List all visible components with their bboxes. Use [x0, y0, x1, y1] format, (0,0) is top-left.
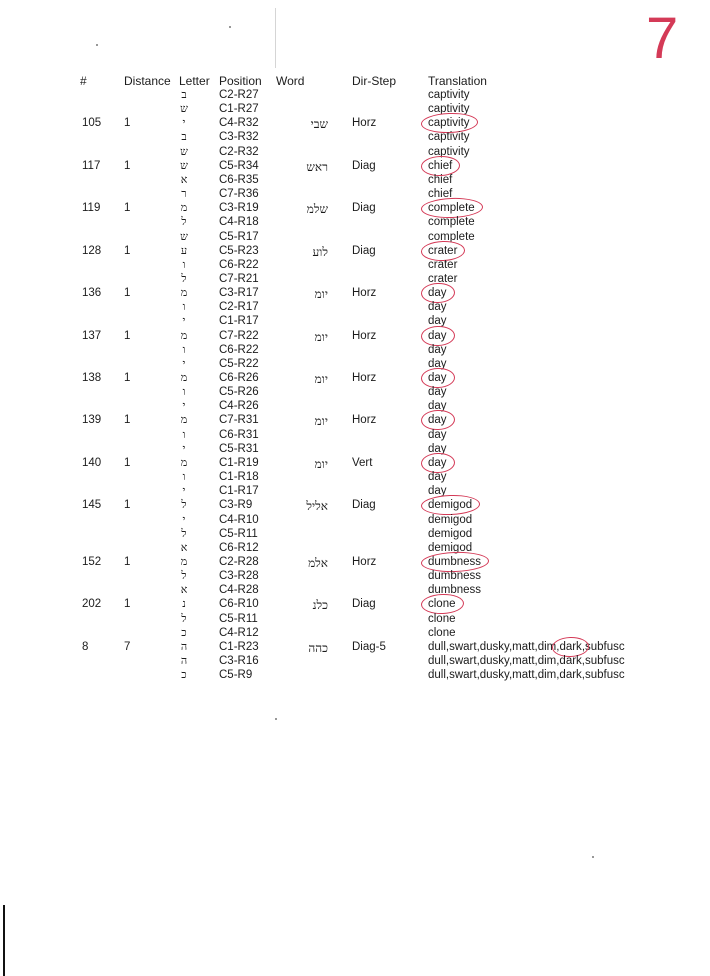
row-position: C6-R31 [219, 428, 259, 441]
table-row [0, 612, 710, 626]
row-letter: א [180, 172, 188, 186]
row-position: C5-R22 [219, 357, 259, 370]
table-row [0, 215, 710, 229]
row-position: C5-R26 [219, 386, 259, 399]
row-translation [428, 498, 472, 512]
header-num: # [80, 74, 87, 88]
header-distance: Distance [124, 74, 171, 88]
row-translation: demigod [428, 513, 473, 526]
row-distance: 1 [124, 159, 131, 172]
row-position: C6-R22 [219, 343, 259, 356]
row-letter: ש [180, 229, 188, 243]
circled-word: dumbness [428, 555, 482, 568]
row-number: 105 [82, 117, 102, 130]
row-letter: ר [181, 187, 187, 201]
row-position: C6-R22 [219, 258, 259, 271]
table-row [0, 201, 710, 215]
table-row [0, 102, 710, 116]
row-letter: ב [181, 130, 187, 144]
row-dir-step: Horz [352, 117, 377, 130]
circled-word: day [428, 414, 447, 427]
table-row [0, 456, 710, 470]
scan-artifact [592, 856, 594, 858]
row-number: 119 [82, 202, 101, 215]
row-position: C1-R19 [219, 456, 259, 469]
row-word: כלנ [312, 598, 328, 613]
table-row [0, 343, 710, 357]
row-position: C5-R11 [219, 612, 258, 625]
table-row [0, 300, 710, 314]
row-translation [428, 597, 456, 611]
header-translation: Translation [428, 74, 487, 88]
row-dir-step: Diag-5 [352, 640, 386, 653]
row-letter: ל [181, 569, 187, 583]
row-translation: crater [428, 258, 458, 271]
header-word: Word [276, 74, 305, 88]
row-translation: captivity [428, 103, 470, 116]
row-letter: כ [181, 668, 187, 682]
row-position: C1-R23 [219, 640, 259, 653]
table-row [0, 654, 710, 668]
row-translation: day [428, 485, 447, 498]
row-word: שבי [310, 117, 328, 132]
row-position: C3-R9 [219, 499, 253, 512]
row-letter: א [180, 583, 188, 597]
row-translation: clone [428, 626, 456, 639]
row-number: 128 [82, 244, 102, 257]
scan-artifact [275, 718, 277, 720]
row-position: C4-R18 [219, 216, 259, 229]
table-row [0, 470, 710, 484]
table-row [0, 597, 710, 611]
table-row [0, 484, 710, 498]
row-position: C7-R21 [219, 272, 259, 285]
row-translation: dull,swart,dusky,matt,dim,dark,subfusc [428, 669, 625, 682]
row-translation: day [428, 301, 447, 314]
row-letter: ל [181, 498, 187, 512]
table-row [0, 583, 710, 597]
row-dir-step: Horz [352, 555, 377, 568]
row-letter: מ [180, 554, 188, 568]
row-distance: 1 [124, 287, 131, 300]
row-translation [428, 456, 447, 470]
table-row [0, 385, 710, 399]
row-letter: ל [181, 215, 187, 229]
row-position: C4-R28 [219, 584, 259, 597]
row-letter: י [182, 314, 186, 328]
row-number: 139 [82, 414, 102, 427]
row-translation [428, 413, 447, 427]
row-letter: מ [180, 413, 188, 427]
row-letter: ו [182, 300, 186, 314]
row-letter: ו [182, 257, 186, 271]
row-translation: dull,swart,dusky,matt,dim,dark,subfusc [428, 640, 625, 653]
row-letter: מ [180, 286, 188, 300]
row-distance: 1 [124, 598, 131, 611]
circled-word: clone [428, 598, 456, 611]
row-position: C6-R10 [219, 598, 259, 611]
table-row [0, 130, 710, 144]
row-dir-step: Diag [352, 244, 376, 257]
row-word: ראש [306, 159, 328, 174]
scan-artifact [3, 905, 5, 976]
row-letter: מ [180, 201, 188, 215]
row-translation: day [428, 400, 447, 413]
table-row [0, 272, 710, 286]
table-row [0, 314, 710, 328]
row-letter: ו [182, 342, 186, 356]
row-distance: 1 [124, 329, 131, 342]
row-letter: י [182, 116, 186, 130]
row-letter: נ [182, 597, 186, 611]
table-row [0, 357, 710, 371]
row-distance: 7 [124, 640, 131, 653]
row-translation: day [428, 386, 447, 399]
row-letter: מ [180, 328, 188, 342]
row-word: לוע [312, 244, 328, 259]
table-row [0, 173, 710, 187]
row-distance: 1 [124, 555, 131, 568]
header-letter: Letter [179, 74, 210, 88]
row-position: C6-R35 [219, 173, 259, 186]
row-number: 138 [82, 372, 102, 384]
row-letter: ו [182, 470, 186, 484]
row-position: C5-R34 [219, 159, 259, 172]
row-translation: dull,swart,dusky,matt,dim,dark,subfusc [428, 655, 625, 667]
table-row [0, 399, 710, 413]
table-row [0, 513, 710, 527]
row-translation: dumbness [428, 570, 482, 583]
row-number: 145 [82, 499, 102, 512]
row-position: C1-R17 [219, 315, 259, 328]
table-row [0, 442, 710, 456]
table-row [0, 116, 710, 130]
row-letter: ה [180, 654, 188, 667]
row-translation: dumbness [428, 584, 482, 597]
row-translation: clone [428, 612, 456, 625]
row-word: אלמ [308, 555, 328, 570]
circled-word: day [428, 372, 447, 384]
row-letter: ש [180, 102, 188, 116]
row-dir-step: Horz [352, 287, 377, 300]
row-translation: chief [428, 188, 453, 201]
table-row [0, 145, 710, 159]
row-position: C4-R12 [219, 626, 259, 639]
row-translation: day [428, 428, 447, 441]
row-position: C2-R27 [219, 89, 259, 101]
table-row [0, 244, 710, 258]
header-dir-step: Dir-Step [352, 74, 397, 88]
scan-artifact [96, 44, 98, 46]
table-row [0, 527, 710, 541]
row-letter: מ [180, 455, 188, 469]
row-letter: ל [181, 611, 187, 625]
row-dir-step: Vert [352, 456, 373, 469]
table-row [0, 159, 710, 173]
row-number: 117 [82, 159, 101, 172]
table-row [0, 88, 710, 102]
row-word: יומ [314, 414, 328, 429]
row-position: C3-R32 [219, 131, 259, 144]
circled-word: crater [428, 244, 458, 257]
table-row [0, 187, 710, 201]
row-position: C3-R28 [219, 570, 259, 583]
row-letter: ל [181, 526, 187, 540]
table-row [0, 371, 710, 385]
row-distance: 1 [124, 414, 131, 427]
row-word: יומ [314, 329, 328, 344]
row-position: C1-R17 [219, 485, 259, 498]
row-number: 152 [82, 555, 102, 568]
circled-word: day [428, 287, 447, 300]
table-row [0, 258, 710, 272]
row-position: C1-R18 [219, 471, 259, 484]
row-translation: complete [428, 216, 475, 229]
circled-word: captivity [428, 117, 470, 130]
row-letter: ע [180, 243, 188, 257]
row-dir-step: Diag [352, 159, 376, 172]
table-row [0, 413, 710, 427]
circled-word: day [428, 329, 447, 342]
row-distance: 1 [124, 456, 131, 469]
row-word: יומ [314, 287, 328, 302]
row-position: C4-R10 [219, 513, 259, 526]
row-letter: י [182, 356, 186, 370]
row-distance: 1 [124, 244, 131, 257]
row-translation [428, 329, 447, 343]
row-position: C7-R36 [219, 188, 259, 201]
row-translation [428, 286, 447, 300]
row-number: 140 [82, 456, 102, 469]
table-row [0, 668, 710, 682]
row-position: C2-R28 [219, 555, 259, 568]
row-translation: day [428, 315, 447, 328]
circled-word: dark [559, 640, 582, 653]
row-position: C3-R17 [219, 287, 259, 300]
scan-artifact [229, 26, 231, 28]
row-number: 136 [82, 287, 102, 300]
row-letter: מ [180, 371, 188, 384]
row-position: C5-R23 [219, 244, 259, 257]
row-word: יומ [314, 372, 328, 386]
row-translation: captivity [428, 89, 470, 101]
table-row [0, 230, 710, 244]
row-position: C3-R19 [219, 202, 259, 215]
row-translation: demigod [428, 541, 473, 554]
row-letter: י [182, 441, 186, 455]
row-position: C5-R11 [219, 527, 258, 540]
table-row [0, 555, 710, 569]
row-distance: 1 [124, 499, 131, 512]
table-row [0, 626, 710, 640]
row-translation: day [428, 343, 447, 356]
table-row [0, 541, 710, 555]
row-letter: י [182, 399, 186, 413]
row-number: 137 [82, 329, 102, 342]
row-letter: ש [180, 144, 188, 158]
circled-word: chief [428, 159, 453, 172]
row-position: C2-R17 [219, 301, 259, 314]
table-row [0, 329, 710, 343]
row-letter: ה [180, 639, 188, 653]
row-distance: 1 [124, 117, 131, 130]
row-letter: א [180, 540, 188, 554]
row-dir-step: Horz [352, 372, 377, 384]
row-position: C1-R27 [219, 103, 259, 116]
row-position: C5-R31 [219, 442, 259, 455]
row-position: C4-R32 [219, 117, 259, 130]
row-distance: 1 [124, 202, 131, 215]
row-position: C7-R31 [219, 414, 259, 427]
row-translation: day [428, 357, 447, 370]
header-position: Position [219, 74, 262, 88]
row-translation: day [428, 442, 447, 455]
row-translation: chief [428, 173, 453, 186]
row-translation: captivity [428, 145, 470, 158]
row-translation [428, 555, 481, 569]
row-number: 202 [82, 598, 102, 611]
row-translation [428, 371, 447, 385]
row-letter: ב [181, 88, 187, 101]
row-dir-step: Diag [352, 499, 376, 512]
row-letter: י [182, 512, 186, 526]
circled-word: day [428, 456, 447, 469]
row-position: C3-R16 [219, 655, 259, 667]
row-letter: כ [181, 625, 187, 639]
row-position: C5-R9 [219, 669, 253, 682]
row-letter: ל [181, 271, 187, 285]
row-word: יומ [314, 456, 328, 471]
row-distance: 1 [124, 372, 131, 384]
row-translation: captivity [428, 131, 470, 144]
row-translation: crater [428, 272, 458, 285]
scan-artifact [275, 8, 276, 68]
table-row [0, 428, 710, 442]
row-translation: complete [428, 230, 475, 243]
row-letter: י [182, 484, 186, 498]
table-row [0, 286, 710, 300]
page-number-mark: 7 [646, 6, 679, 71]
row-number: 8 [82, 640, 89, 653]
row-translation [428, 244, 457, 258]
row-translation: demigod [428, 527, 473, 540]
row-position: C6-R12 [219, 541, 259, 554]
row-position: C5-R17 [219, 230, 259, 243]
row-position: C7-R22 [219, 329, 259, 342]
table-row [0, 498, 710, 512]
row-letter: ש [180, 158, 188, 172]
table-row [0, 640, 710, 654]
row-word: אליל [306, 499, 328, 514]
row-translation [428, 201, 475, 215]
row-position: C2-R32 [219, 145, 259, 158]
row-position: C4-R26 [219, 400, 259, 413]
row-dir-step: Horz [352, 414, 377, 427]
row-translation [428, 159, 452, 173]
row-word: כהה [308, 640, 328, 655]
row-dir-step: Horz [352, 329, 377, 342]
row-translation: day [428, 471, 447, 484]
row-word: שלמ [306, 202, 328, 217]
circled-word: complete [428, 202, 475, 215]
circled-word: demigod [428, 499, 473, 512]
row-letter: ו [182, 427, 186, 441]
row-dir-step: Diag [352, 598, 376, 611]
row-letter: ו [182, 385, 186, 399]
table-row [0, 569, 710, 583]
row-translation [428, 116, 470, 130]
row-dir-step: Diag [352, 202, 376, 215]
row-position: C6-R26 [219, 372, 259, 384]
